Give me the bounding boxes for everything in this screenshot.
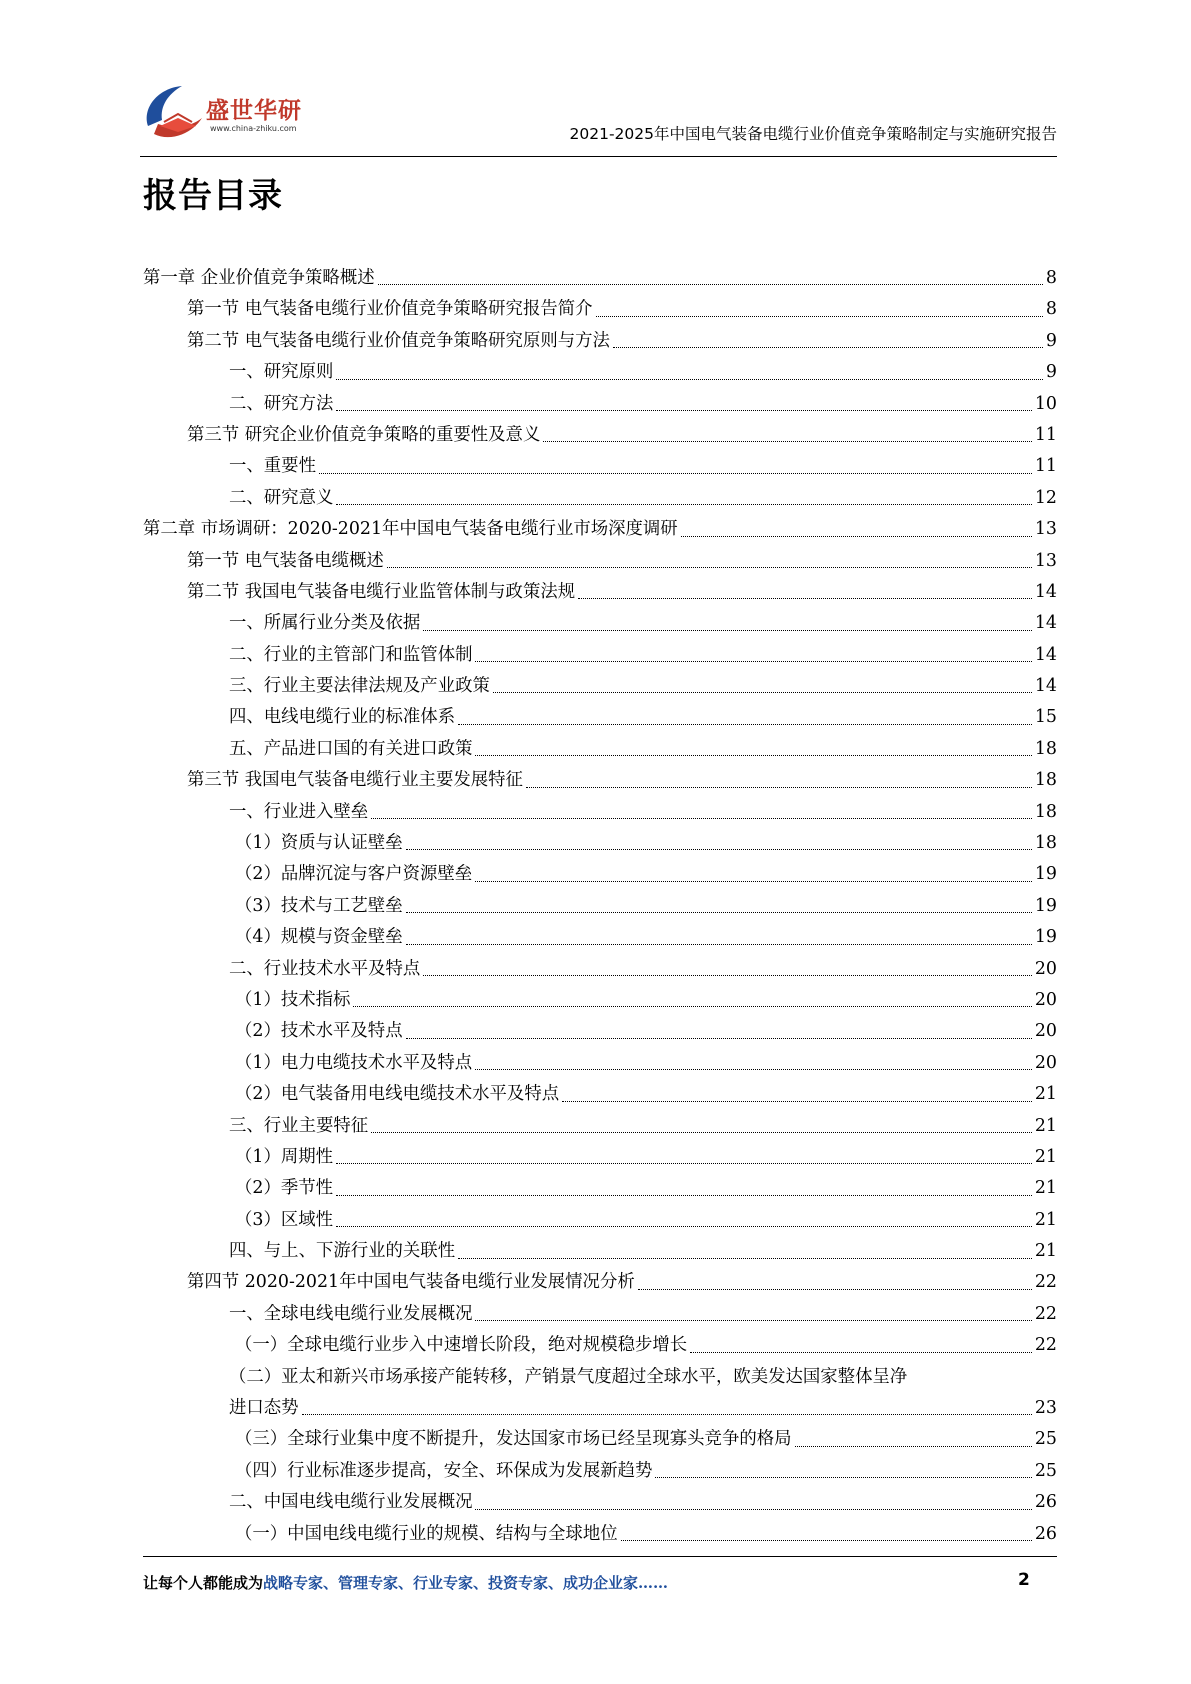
toc-entry-page: 18: [1034, 833, 1057, 854]
toc-leader-dots: [475, 661, 1031, 662]
toc-entry[interactable]: [143, 1268, 1057, 1299]
toc-entry-page: 10: [1034, 393, 1057, 414]
page-number: 2: [1018, 1570, 1030, 1590]
toc-entry[interactable]: [143, 1330, 1057, 1361]
toc-leader-dots: [336, 410, 1032, 411]
toc-leader-dots: [475, 1069, 1032, 1070]
toc-entry[interactable]: [143, 640, 1057, 671]
toc-entry-title: 进口态势: [229, 1398, 299, 1419]
table-of-contents: [143, 263, 1057, 1550]
toc-entry-title: 一、全球电线电缆行业发展概况: [229, 1303, 473, 1324]
toc-leader-dots: [475, 1509, 1031, 1510]
toc-entry-page: 9: [1045, 362, 1057, 383]
toc-leader-dots: [655, 1477, 1031, 1478]
toc-entry-page: 13: [1034, 519, 1057, 540]
toc-entry[interactable]: [143, 420, 1057, 451]
toc-leader-dots: [526, 787, 1032, 788]
toc-entry-page: 18: [1034, 801, 1057, 822]
toc-entry-page: 8: [1045, 267, 1057, 288]
logo-swoosh-icon: [140, 82, 204, 144]
toc-entry-title: 二、行业的主管部门和监管体制: [229, 644, 473, 665]
toc-entry[interactable]: [143, 577, 1057, 608]
toc-entry-title: 第一节 电气装备电缆行业价值竞争策略研究报告简介: [187, 299, 593, 320]
toc-entry-page: 26: [1034, 1492, 1057, 1513]
toc-leader-dots: [302, 1414, 1032, 1415]
toc-leader-dots: [406, 912, 1032, 913]
toc-entry[interactable]: [143, 451, 1057, 482]
toc-entry[interactable]: [143, 828, 1057, 859]
toc-entry-page: 21: [1034, 1115, 1057, 1136]
toc-entry-title: 第一节 电气装备电缆概述: [187, 550, 384, 571]
toc-leader-dots: [406, 944, 1032, 945]
toc-entry-title: （一）全球电缆行业步入中速增长阶段，绝对规模稳步增长: [235, 1335, 688, 1356]
toc-entry-page: 21: [1034, 1146, 1057, 1167]
toc-leader-dots: [378, 284, 1043, 285]
toc-entry-title: 第四节 2020-2021年中国电气装备电缆行业发展情况分析: [187, 1272, 635, 1293]
toc-entry[interactable]: [143, 263, 1057, 294]
toc-entry[interactable]: [143, 765, 1057, 796]
toc-entry[interactable]: [143, 1456, 1057, 1487]
toc-entry[interactable]: [143, 1173, 1057, 1204]
toc-entry-page: 22: [1034, 1303, 1057, 1324]
toc-entry[interactable]: [143, 357, 1057, 388]
toc-leader-dots: [493, 692, 1032, 693]
footer-slogan-highlight: 战略专家、管理专家、行业专家、投资专家、成功企业家……: [263, 1574, 669, 1592]
toc-entry-title: （三）全球行业集中度不断提升，发达国家市场已经呈现寡头竞争的格局: [235, 1429, 792, 1450]
toc-entry-title: 二、研究方法: [229, 393, 334, 414]
toc-entry-page: 22: [1034, 1335, 1057, 1356]
toc-leader-dots: [319, 473, 1032, 474]
toc-leader-dots: [578, 598, 1032, 599]
header-divider: [140, 156, 1057, 157]
toc-entry-page: 19: [1034, 895, 1057, 916]
toc-entry-title: 四、与上、下游行业的关联性: [229, 1241, 456, 1262]
toc-entry-page: 13: [1034, 550, 1057, 571]
toc-entry-page: 14: [1034, 644, 1057, 665]
toc-leader-dots: [475, 881, 1032, 882]
toc-entry-title: （一）中国电线电缆行业的规模、结构与全球地位: [235, 1523, 618, 1544]
toc-entry-page: 20: [1034, 958, 1057, 979]
toc-entry[interactable]: [143, 954, 1057, 985]
toc-leader-dots: [458, 1258, 1032, 1259]
toc-entry[interactable]: [143, 671, 1057, 702]
toc-entry-title: 第二章 市场调研：2020-2021年中国电气装备电缆行业市场深度调研: [143, 519, 678, 540]
report-title: 2021-2025年中国电气装备电缆行业价值竞争策略制定与实施研究报告: [569, 125, 1057, 143]
toc-leader-dots: [371, 1132, 1032, 1133]
toc-entry-title: （1）周期性: [235, 1146, 334, 1167]
toc-entry-page: 22: [1034, 1272, 1057, 1293]
toc-entry[interactable]: [143, 1016, 1057, 1047]
toc-entry[interactable]: [143, 294, 1057, 325]
toc-entry-title: （4）规模与资金壁垒: [235, 927, 403, 948]
footer-slogan: [143, 1572, 668, 1593]
toc-leader-dots: [387, 567, 1032, 568]
toc-entry-title: 三、行业主要法律法规及产业政策: [229, 676, 490, 697]
toc-entry-title: 第二节 电气装备电缆行业价值竞争策略研究原则与方法: [187, 330, 610, 351]
toc-entry-page: 19: [1034, 864, 1057, 885]
toc-entry-page: 21: [1034, 1178, 1057, 1199]
toc-entry-page: 20: [1034, 989, 1057, 1010]
toc-entry-title: 第二节 我国电气装备电缆行业监管体制与政策法规: [187, 581, 576, 602]
toc-leader-dots: [336, 1163, 1032, 1164]
toc-leader-dots: [621, 1540, 1032, 1541]
toc-entry-title: （2）技术水平及特点: [235, 1021, 403, 1042]
toc-entry[interactable]: [143, 1393, 1057, 1424]
toc-entry[interactable]: [143, 483, 1057, 514]
toc-leader-dots: [475, 1320, 1031, 1321]
toc-entry-page: 9: [1045, 330, 1057, 351]
toc-entry[interactable]: [143, 608, 1057, 639]
toc-entry-title: （2）季节性: [235, 1178, 334, 1199]
toc-leader-dots: [353, 1006, 1031, 1007]
toc-leader-dots: [423, 630, 1032, 631]
toc-entry-title: （1）技术指标: [235, 989, 351, 1010]
toc-entry[interactable]: [143, 1236, 1057, 1267]
footer-divider: [143, 1556, 1057, 1557]
toc-leader-dots: [681, 536, 1032, 537]
toc-entry-title: 一、所属行业分类及依据: [229, 613, 421, 634]
toc-entry-title: 第一章 企业价值竞争策略概述: [143, 267, 375, 288]
logo-url: www.china-zhiku.com: [210, 124, 297, 133]
toc-entry[interactable]: [143, 859, 1057, 890]
toc-entry-title: 第三节 研究企业价值竞争策略的重要性及意义: [187, 424, 541, 445]
page-heading: 报告目录: [143, 176, 283, 216]
toc-entry-page: 26: [1034, 1523, 1057, 1544]
toc-entry-page: 8: [1045, 299, 1057, 320]
toc-entry[interactable]: [143, 922, 1057, 953]
toc-entry-title: 四、电线电缆行业的标准体系: [229, 707, 456, 728]
toc-entry-page: 21: [1034, 1084, 1057, 1105]
toc-entry[interactable]: [143, 1424, 1057, 1455]
toc-entry[interactable]: [143, 797, 1057, 828]
toc-entry-page: 14: [1034, 581, 1057, 602]
toc-entry-title: 二、行业技术水平及特点: [229, 958, 421, 979]
toc-leader-dots: [406, 849, 1032, 850]
toc-entry-title: 一、重要性: [229, 456, 316, 477]
toc-entry[interactable]: [143, 1142, 1057, 1173]
toc-entry-title: （3）区域性: [235, 1209, 334, 1230]
toc-leader-dots: [543, 441, 1032, 442]
logo-name: 盛世华研: [206, 98, 302, 124]
toc-entry[interactable]: [143, 702, 1057, 733]
toc-leader-dots: [336, 1226, 1032, 1227]
toc-leader-dots: [336, 1195, 1032, 1196]
toc-entry-page: 15: [1034, 707, 1057, 728]
toc-leader-dots: [371, 818, 1032, 819]
toc-entry[interactable]: [143, 1487, 1057, 1518]
toc-entry-title: 二、中国电线电缆行业发展概况: [229, 1492, 473, 1513]
toc-leader-dots: [475, 755, 1031, 756]
toc-entry-page: 11: [1034, 456, 1057, 477]
toc-entry-page: 20: [1034, 1021, 1057, 1042]
toc-entry[interactable]: [143, 389, 1057, 420]
toc-entry-title: （二）亚太和新兴市场承接产能转移，产销景气度超过全球水平，欧美发达国家整体呈净: [229, 1366, 908, 1387]
toc-entry-page: 18: [1034, 770, 1057, 791]
toc-entry[interactable]: [143, 1079, 1057, 1110]
toc-entry-title: 五、产品进口国的有关进口政策: [229, 738, 473, 759]
toc-entry-title: （2）品牌沉淀与客户资源壁垒: [235, 864, 473, 885]
toc-entry-page: 14: [1034, 676, 1057, 697]
toc-leader-dots: [638, 1289, 1032, 1290]
toc-leader-dots: [613, 347, 1043, 348]
toc-entry[interactable]: [143, 1111, 1057, 1142]
toc-entry[interactable]: [143, 1519, 1057, 1550]
toc-leader-dots: [596, 316, 1043, 317]
toc-leader-dots: [423, 975, 1032, 976]
toc-entry[interactable]: [143, 546, 1057, 577]
toc-entry-page: 25: [1034, 1460, 1057, 1481]
toc-entry-page: 25: [1034, 1429, 1057, 1450]
toc-entry-page: 23: [1034, 1398, 1057, 1419]
toc-leader-dots: [562, 1101, 1032, 1102]
page-header: [140, 82, 1057, 157]
toc-entry[interactable]: [143, 1362, 1057, 1393]
toc-entry-page: 20: [1034, 1052, 1057, 1073]
toc-entry-title: 一、研究原则: [229, 362, 334, 383]
footer-slogan-prefix: 让每个人都能成为: [143, 1574, 264, 1592]
toc-entry-title: （2）电气装备用电线电缆技术水平及特点: [235, 1084, 560, 1105]
toc-entry-page: 18: [1034, 738, 1057, 759]
toc-entry-page: 11: [1034, 424, 1057, 445]
toc-leader-dots: [336, 379, 1043, 380]
toc-entry-page: 14: [1034, 613, 1057, 634]
toc-entry-title: （3）技术与工艺壁垒: [235, 895, 403, 916]
company-logo: [140, 82, 320, 144]
toc-entry[interactable]: [143, 734, 1057, 765]
toc-entry-title: 第三节 我国电气装备电缆行业主要发展特征: [187, 770, 523, 791]
toc-entry-page: 12: [1034, 487, 1057, 508]
toc-entry[interactable]: [143, 985, 1057, 1016]
toc-entry-title: （1）电力电缆技术水平及特点: [235, 1052, 473, 1073]
toc-entry-page: 21: [1034, 1241, 1057, 1262]
toc-entry[interactable]: [143, 891, 1057, 922]
toc-entry[interactable]: [143, 1205, 1057, 1236]
toc-entry-title: （四）行业标准逐步提高，安全、环保成为发展新趋势: [235, 1460, 653, 1481]
toc-entry-title: 三、行业主要特征: [229, 1115, 369, 1136]
toc-entry[interactable]: [143, 1048, 1057, 1079]
toc-entry-title: （1）资质与认证壁垒: [235, 833, 403, 854]
toc-entry-page: 21: [1034, 1209, 1057, 1230]
toc-entry[interactable]: [143, 514, 1057, 545]
toc-entry-page: 19: [1034, 927, 1057, 948]
toc-leader-dots: [690, 1352, 1032, 1353]
toc-entry[interactable]: [143, 1299, 1057, 1330]
toc-leader-dots: [795, 1446, 1032, 1447]
toc-entry-title: 一、行业进入壁垒: [229, 801, 369, 822]
toc-leader-dots: [458, 724, 1032, 725]
toc-leader-dots: [336, 504, 1032, 505]
toc-entry[interactable]: [143, 326, 1057, 357]
toc-entry-title: 二、研究意义: [229, 487, 334, 508]
toc-leader-dots: [406, 1038, 1032, 1039]
